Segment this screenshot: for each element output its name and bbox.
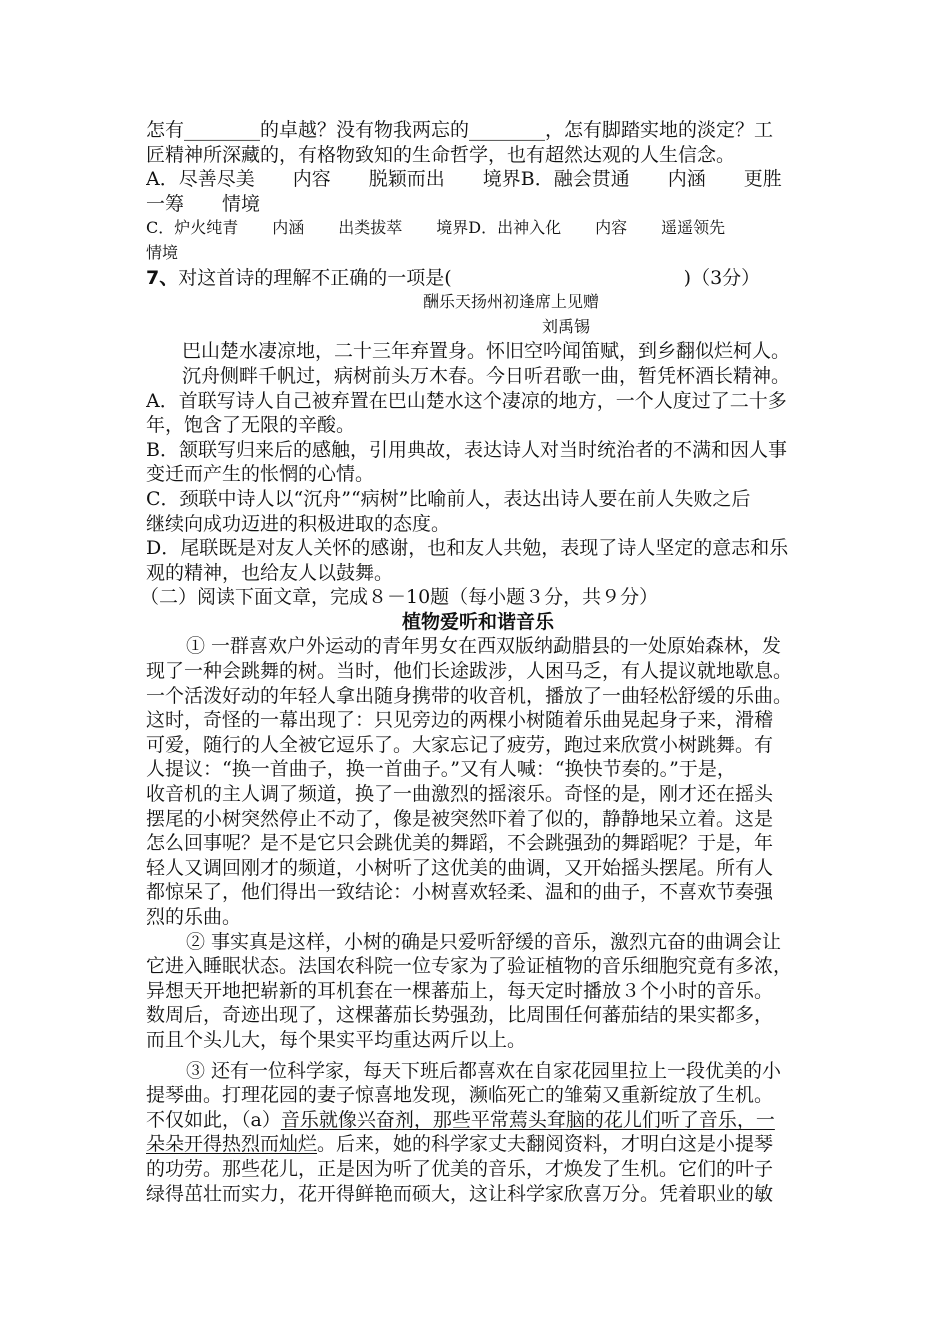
paragraph-line: 现了一种会跳舞的树。当时，他们长途跋涉，人困马乏，有人提议就地歇息。 bbox=[146, 660, 793, 683]
q7-stem-line bbox=[146, 266, 810, 291]
q6-option-a-word: 境界 bbox=[482, 168, 521, 191]
q6-option-c-word: 出类拔萃 bbox=[338, 218, 403, 238]
q7-score: )（3分） bbox=[683, 266, 761, 289]
paragraph-line bbox=[146, 1108, 810, 1133]
paragraph-line: 绿得茁壮而实力，花开得鲜艳而硕大，这让科学家欣喜万分。凭着职业的敏 bbox=[146, 1182, 774, 1205]
paragraph-line: 怎么回事呢？是不是它只会跳优美的舞蹈，不会跳强劲的舞蹈呢？于是，年 bbox=[146, 832, 774, 855]
q7-option-b: B．颔联写归来后的感触，引用典故，表达诗人对当时统治者的不满和因人事 bbox=[146, 438, 787, 461]
q6-option-b-label: B．融会贯通 bbox=[520, 168, 630, 191]
underlined-sentence-a: 音乐就像兴奋剂，那些平常蔫头耷脑的花儿们听了音乐，一 bbox=[280, 1108, 775, 1131]
q6-option-d-cont: 情境 bbox=[146, 242, 179, 262]
q6-option-b-word: 一筹 bbox=[146, 192, 185, 215]
paragraph-line: 人提议：“换一首曲子，换一首曲子。”又有人喊：“换快节奏的。”于是， bbox=[146, 758, 736, 781]
q6-option-a-word: 脱颖而出 bbox=[368, 168, 445, 191]
poem-line: 沉舟侧畔千帆过，病树前头万木春。今日听君歌一曲，暂凭杯酒长精神。 bbox=[182, 364, 791, 387]
q6-option-a-word: 内容 bbox=[292, 168, 331, 191]
poem-line: 巴山楚水凄凉地，二十三年弃置身。怀旧空吟闻笛赋，到乡翻似烂柯人。 bbox=[182, 340, 791, 363]
paragraph-line: 都惊呆了，他们得出一致结论：小树喜欢轻柔、温和的曲子，不喜欢节奏强 bbox=[146, 881, 774, 904]
article-title: 植物爱听和谐音乐 bbox=[401, 610, 554, 633]
q6-line-1: 怎有________的卓越？没有物我两忘的________，怎有脚踏实地的淡定？工 bbox=[146, 119, 774, 141]
q6-option-a-label: A．尽善尽美 bbox=[146, 168, 255, 191]
q6-line-2: 匠精神所深藏的，有格物致知的生命哲学，也有超然达观的人生信念。 bbox=[146, 143, 736, 166]
paragraph-line: ② 事实真是这样，小树的确是只爱听舒缓的音乐，激烈亢奋的曲调会让 bbox=[186, 930, 782, 953]
q7-option-d: D．尾联既是对友人关怀的感谢，也和友人共勉，表现了诗人坚定的意志和乐 bbox=[146, 537, 789, 560]
section-heading: （二）阅读下面文章，完成８－10题（每小题３分，共９分） bbox=[140, 586, 659, 609]
document-page bbox=[140, 118, 810, 1206]
paragraph-line: 收音机的主人调了频道，换了一曲激烈的摇滚乐。奇怪的是，刚才还在摇头 bbox=[146, 783, 774, 806]
paragraph-line: ③ 还有一位科学家，每天下班后都喜欢在自家花园里拉上一段优美的小 bbox=[186, 1059, 782, 1082]
q6-option-a-b bbox=[146, 167, 810, 192]
paragraph-line: 提琴曲。打理花园的妻子惊喜地发现，濒临死亡的雏菊又重新绽放了生机。 bbox=[146, 1084, 774, 1107]
poem-title: 酬乐天扬州初逢席上见赠 bbox=[422, 292, 599, 312]
q6-option-b-word: 情境 bbox=[222, 192, 261, 215]
paragraph-line: 烈的乐曲。 bbox=[146, 906, 242, 928]
poem-author: 刘禹锡 bbox=[542, 316, 591, 336]
q7-option-c: C．颈联中诗人以“沉舟”“病树”比喻前人，表达出诗人要在前人失败之后 bbox=[146, 487, 751, 510]
paragraph-line: 数周后，奇迹出现了，这棵蕃茄长势强劲，比周围任何蕃茄结的果实都多， bbox=[146, 1004, 774, 1027]
q7-option-a: A．首联写诗人自己被弃置在巴山楚水这个凄凉的地方，一个人度过了二十多 bbox=[146, 389, 787, 412]
q6-option-b-cont bbox=[146, 192, 810, 217]
paragraph-line: 可爱，随行的人全被它逗乐了。大家忘记了疲劳，跑过来欣赏小树跳舞。有 bbox=[146, 733, 774, 756]
paragraph-line: 一个活泼好动的年轻人拿出随身携带的收音机，播放了一曲轻松舒缓的乐曲。 bbox=[146, 684, 793, 707]
paragraph-line: 异想天开地把崭新的耳机套在一棵蕃茄上，每天定时播放３个小时的音乐。 bbox=[146, 979, 774, 1002]
q7-option-a-cont: 年，饱含了无限的辛酸。 bbox=[146, 414, 356, 437]
paragraph-line: 它进入睡眠状态。法国农科院一位专家为了验证植物的音乐细胞究竟有多浓， bbox=[146, 955, 793, 978]
q6-option-d-word: 内容 bbox=[595, 218, 628, 238]
q6-option-c-word: 境界 bbox=[436, 218, 469, 238]
q6-option-d-label: D．出神入化 bbox=[468, 218, 562, 238]
paragraph-line: 轻人又调回刚才的频道，小树听了这优美的曲调，又开始摇头摆尾。所有人 bbox=[146, 856, 774, 879]
q6-option-b-word: 更胜 bbox=[743, 168, 782, 191]
q7-stem: 对这首诗的理解不正确的一项是( bbox=[178, 266, 452, 289]
paragraph-line: ① 一群喜欢户外运动的青年男女在西双版纳勐腊县的一处原始森林，发 bbox=[186, 635, 782, 658]
q6-option-d-word: 遥遥领先 bbox=[661, 218, 726, 238]
underlined-sentence-a-cont: 朵朵开得热烈而灿烂 bbox=[146, 1133, 318, 1156]
q6-option-b-word: 内涵 bbox=[667, 168, 706, 191]
paragraph-line: 的功劳。那些花儿，正是因为听了优美的音乐，才焕发了生机。它们的叶子 bbox=[146, 1157, 774, 1180]
q6-option-c-d bbox=[146, 216, 810, 241]
q7-option-c-cont: 继续向成功迈进的积极进取的态度。 bbox=[146, 512, 451, 535]
q6-option-c-word: 内涵 bbox=[272, 218, 305, 238]
paragraph-line: 这时，奇怪的一幕出现了：只见旁边的两棵小树随着乐曲晃起身子来，滑稽 bbox=[146, 709, 774, 732]
q6-option-c-label: C．炉火纯青 bbox=[146, 218, 239, 238]
marker-a: 不仅如此，（a） bbox=[146, 1108, 281, 1131]
paragraph-line: 摆尾的小树突然停止不动了，像是被突然吓着了似的，静静地呆立着。这是 bbox=[146, 807, 774, 830]
q7-option-b-cont: 变迁而产生的怅惘的心情。 bbox=[146, 463, 375, 486]
paragraph-line bbox=[146, 1132, 810, 1157]
paragraph-text: 。后来，她的科学家丈夫翻阅资料，才明白这是小提琴 bbox=[317, 1133, 774, 1156]
q7-number: 7、 bbox=[146, 266, 179, 289]
paragraph-line: 而且个头儿大，每个果实平均重达两斤以上。 bbox=[146, 1028, 527, 1051]
q7-option-d-cont: 观的精神，也给友人以鼓舞。 bbox=[146, 561, 394, 584]
